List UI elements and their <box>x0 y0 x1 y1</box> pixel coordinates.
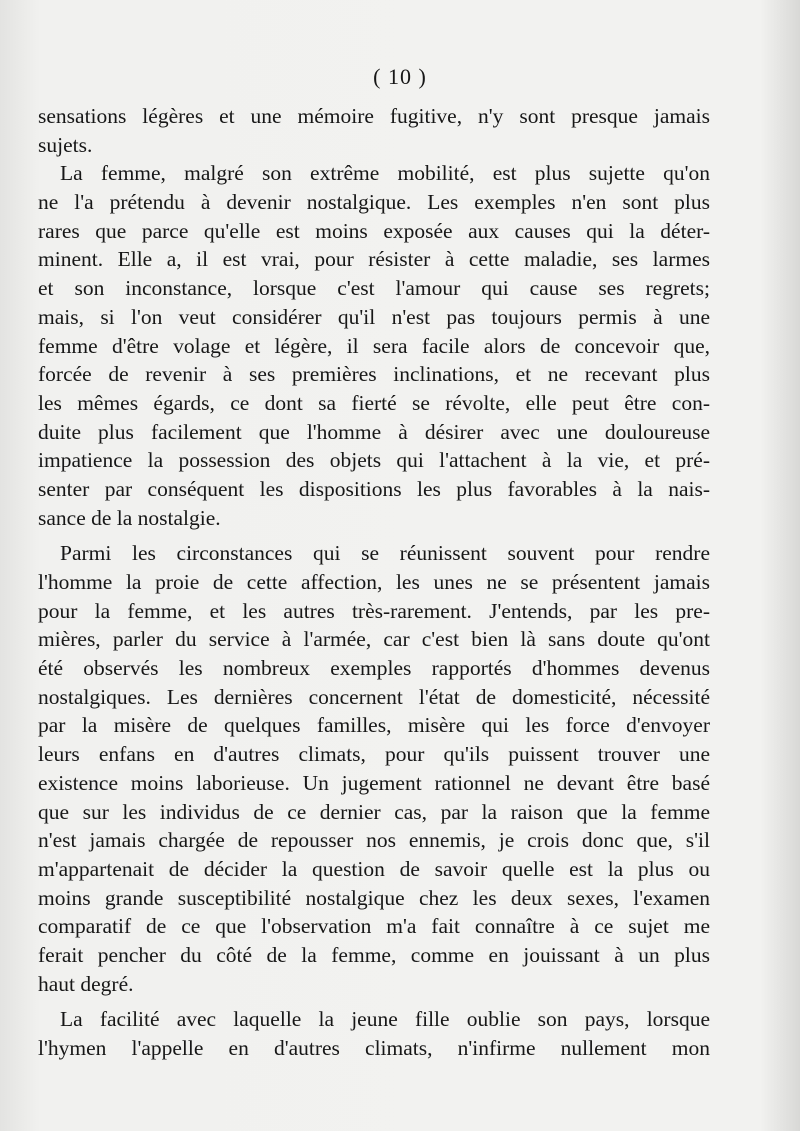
text-line: leurs enfans en d'autres climats, pour qu'ils puissent trouver une <box>38 742 710 767</box>
text-line: Parmi les circonstances qui se réunissent souvent pour rendre <box>60 541 710 566</box>
text-line: pour la femme, et les autres très-rarement. J'entends, par les pre- <box>38 598 710 623</box>
text-line: senter par conséquent les dispositions les plus favorables à la nais- <box>38 476 710 501</box>
text-line: l'homme la proie de cette affection, les unes ne se présentent jamais <box>38 570 710 594</box>
text-line: comparatif de ce que l'observation m'a fait connaître à ce sujet me <box>38 914 710 939</box>
text-line: impatience la possession des objets qui l'attachent à la vie, et pré- <box>38 448 710 473</box>
text-line: moins grande susceptibilité nostalgique chez les deux sexes, l'examen <box>38 885 710 910</box>
text-line: rares que parce qu'elle est moins exposée aux causes qui la déter- <box>38 218 710 243</box>
text-line: mières, parler du service à l'armée, car c'est bien là sans doute qu'ont <box>38 627 710 652</box>
text-line: duite plus facilement que l'homme à désirer avec une douloureuse <box>38 419 710 444</box>
text-line: sensations légères et une mémoire fugitive, n'y sont presque jamais <box>38 104 710 128</box>
text-line: minent. Elle a, il est vrai, pour résister à cette maladie, ses larmes <box>38 247 710 272</box>
text-line: existence moins laborieuse. Un jugement rationnel ne devant être basé <box>38 770 710 795</box>
text-line: forcée de revenir à ses premières inclinations, et ne recevant plus <box>38 362 710 387</box>
text-line: et son inconstance, lorsque c'est l'amour qui cause ses regrets; <box>38 276 710 301</box>
text-line: été observés les nombreux exemples rapportés d'hommes devenus <box>38 656 710 681</box>
text-line: n'est jamais chargée de repousser nos ennemis, je crois donc que, s'il <box>38 828 710 853</box>
page-number: ( 10 ) <box>373 64 427 89</box>
text-line: mais, si l'on veut considérer qu'il n'est pas toujours permis à une <box>38 304 710 329</box>
text-line: m'appartenait de décider la question de savoir quelle est la plus ou <box>38 856 710 881</box>
text-line: ne l'a prétendu à devenir nostalgique. Les exemples n'en sont plus <box>38 190 710 215</box>
text-line: sance de la nostalgie. <box>38 505 221 530</box>
text-line: ferait pencher du côté de la femme, comme en jouissant à un plus <box>38 942 710 967</box>
text-line: l'hymen l'appelle en d'autres climats, n'infirme nullement mon <box>38 1036 710 1060</box>
text-line: femme d'être volage et légère, il sera facile alors de concevoir que, <box>38 333 710 358</box>
page-text <box>38 102 710 1063</box>
text-line: sujets. <box>38 132 93 157</box>
text-line: par la misère de quelques familles, misère qui les force d'envoyer <box>38 713 710 738</box>
text-line: nostalgiques. Les dernières concernent l'état de domesticité, nécessité <box>38 684 710 709</box>
text-line: haut degré. <box>38 971 134 996</box>
text-line: les mêmes égards, ce dont sa fierté se révolte, elle peut être con- <box>38 390 710 415</box>
text-line: que sur les individus de ce dernier cas, par la raison que la femme <box>38 799 710 824</box>
text-line: La facilité avec laquelle la jeune fille oublie son pays, lorsque <box>60 1007 710 1032</box>
text-line: La femme, malgré son extrême mobilité, est plus sujette qu'on <box>60 161 710 186</box>
